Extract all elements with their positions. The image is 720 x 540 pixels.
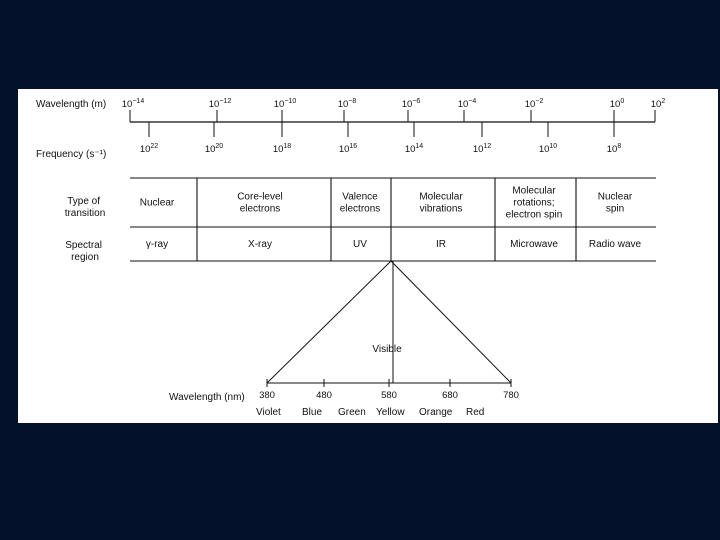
wavelength-tick-label: $10^2$ — [650, 98, 666, 110]
wavelength-tick-label: $10^{-10}$ — [273, 98, 297, 110]
color-band-label: Red — [466, 407, 485, 418]
visible-tick-label: 680 — [442, 390, 458, 401]
visible-zoom-lines — [267, 261, 511, 383]
region-cell: γ-ray — [145, 239, 169, 250]
wavelength-tick-label: $10^{-6}$ — [401, 98, 421, 110]
transition-cell: Nuclear — [139, 197, 175, 209]
frequency-tick-label: $10^{12}$ — [472, 143, 492, 155]
zoom-line-right — [391, 261, 511, 383]
color-band-label: Blue — [302, 407, 323, 418]
frequency-ticks — [140, 122, 622, 155]
visible-tick-label: 380 — [259, 390, 275, 401]
region-cell: Microwave — [510, 239, 558, 250]
visible-ticks — [259, 379, 519, 401]
wavelength-tick-label: $10^{-14}$ — [121, 98, 145, 110]
wavelength-ticks — [122, 98, 666, 122]
frequency-tick-label: $10^{10}$ — [538, 143, 558, 155]
frequency-tick-label: $10^{14}$ — [404, 143, 424, 155]
wavelength-tick-label: $10^{-4}$ — [457, 98, 477, 110]
frequency-tick-label: $10^{22}$ — [139, 143, 159, 155]
visible-axis-label: Wavelength (nm) — [169, 392, 245, 403]
electromagnetic-spectrum-figure — [18, 89, 718, 423]
transition-row-header: Type of transition — [64, 196, 106, 219]
frequency-tick-label: $10^8$ — [606, 143, 622, 155]
region-row-header: Spectral region — [65, 240, 102, 263]
wavelength-tick-label: $10^0$ — [609, 98, 625, 110]
region-cell: IR — [436, 239, 446, 250]
transition-cell: Molecular rotations; electron spin — [505, 185, 563, 221]
visible-tick-label: 780 — [503, 390, 519, 401]
color-band-label: Violet — [256, 407, 281, 418]
visible-tick-label: 480 — [316, 390, 332, 401]
frequency-tick-label: $10^{20}$ — [204, 143, 224, 155]
region-cell: X-ray — [248, 239, 272, 250]
frequency-tick-label: $10^{16}$ — [338, 143, 358, 155]
color-band-label: Yellow — [376, 407, 405, 418]
color-band-label: Orange — [419, 407, 453, 418]
wavelength-tick-label: $10^{-12}$ — [208, 98, 232, 110]
visible-color-names — [256, 407, 484, 418]
visible-title: Visible — [372, 344, 402, 355]
region-table-grid — [130, 178, 656, 261]
visible-tick-label: 580 — [381, 390, 397, 401]
transition-cell: Core-level electrons — [237, 191, 283, 215]
frequency-tick-label: $10^{18}$ — [272, 143, 292, 155]
spectrum-diagram — [18, 89, 718, 423]
color-band-label: Green — [338, 407, 366, 418]
transition-cell: Nuclear spin — [597, 191, 633, 215]
transition-cell: Molecular vibrations — [419, 191, 463, 215]
wavelength-axis-label: Wavelength (m) — [36, 99, 107, 110]
wavelength-tick-label: $10^{-2}$ — [524, 98, 544, 110]
wavelength-tick-label: $10^{-8}$ — [337, 98, 357, 110]
frequency-axis-label: Frequency (s⁻¹) — [36, 149, 107, 160]
transition-cell: Valence electrons — [339, 191, 381, 215]
region-cell: Radio wave — [588, 239, 642, 250]
region-cell: UV — [353, 239, 367, 250]
zoom-line-left — [267, 261, 391, 383]
